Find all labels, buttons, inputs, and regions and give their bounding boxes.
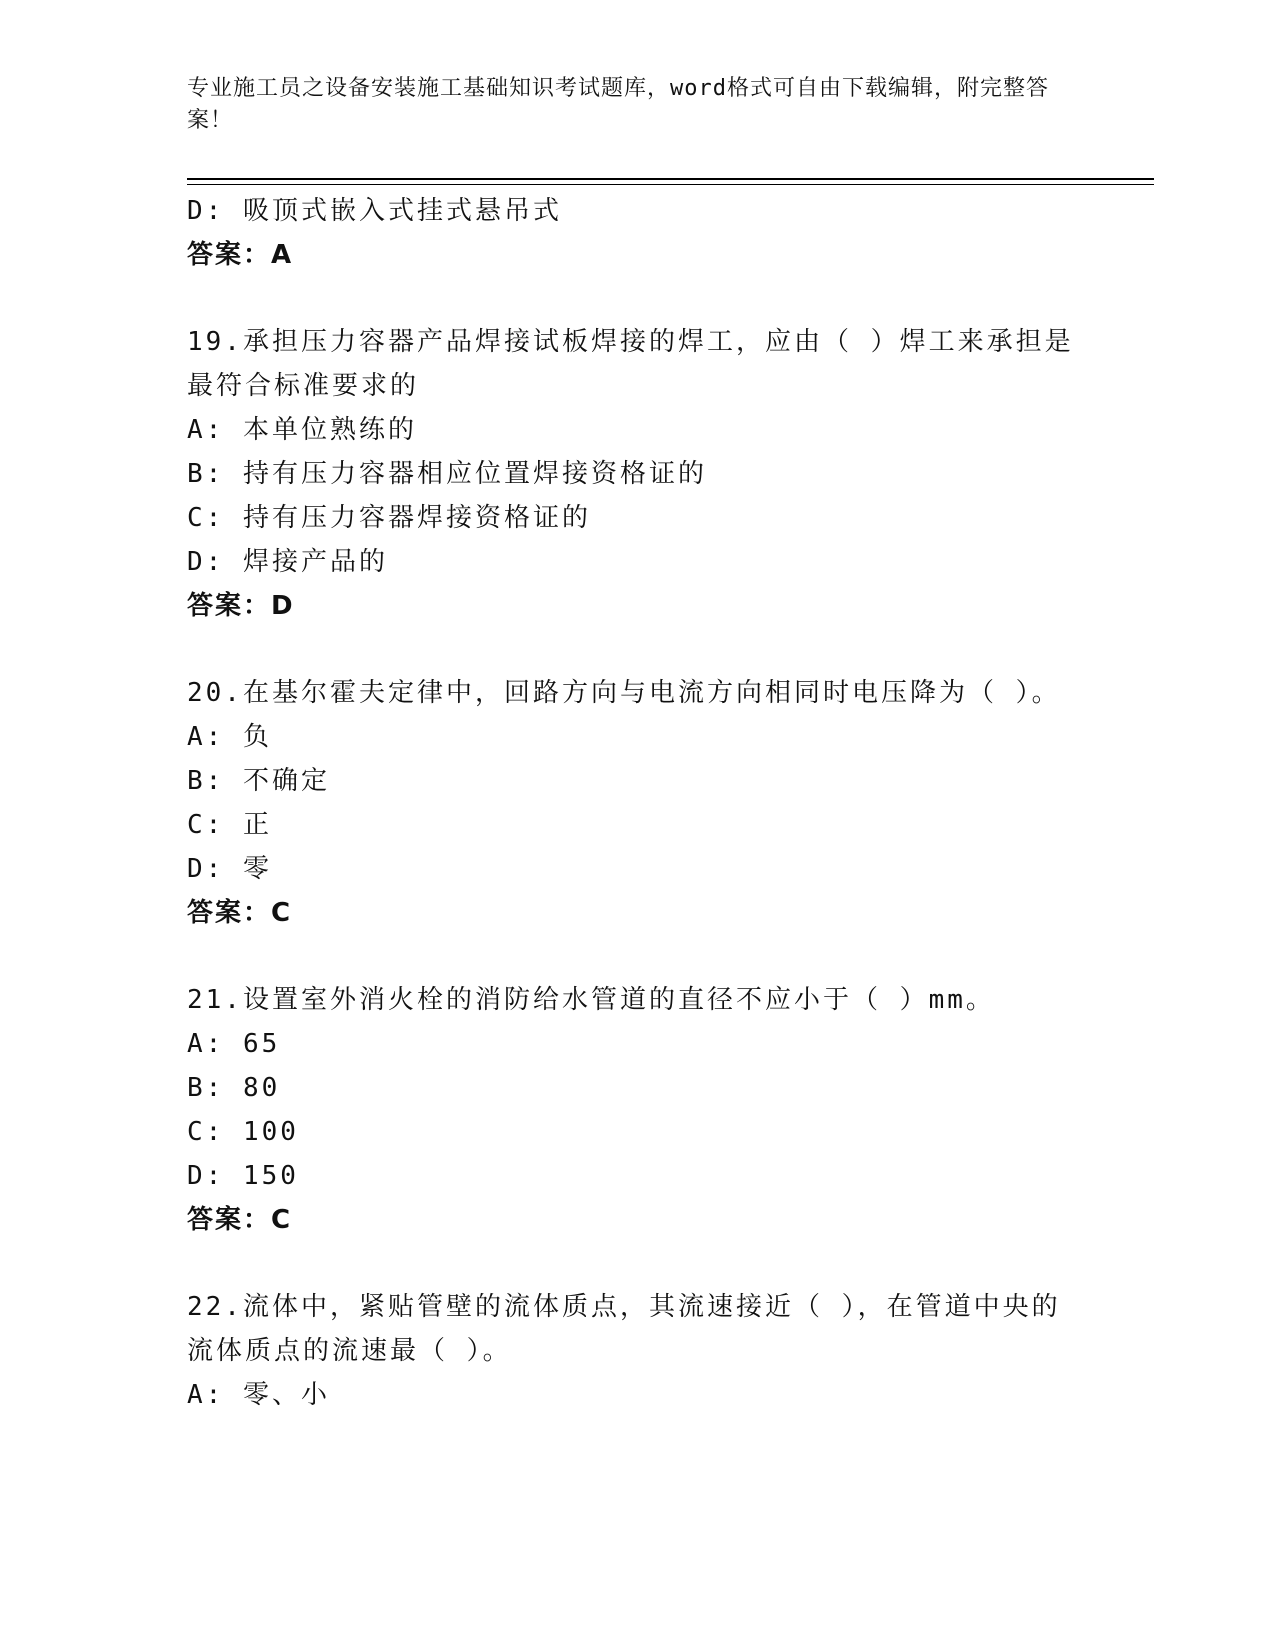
header-divider-thin — [187, 184, 1154, 185]
option-line: D: 焊接产品的 — [187, 547, 388, 577]
question-line: 22.流体中，紧贴管壁的流体质点，其流速接近（ ），在管道中央的 — [187, 1292, 1061, 1322]
answer-line: 答案：A — [187, 240, 294, 270]
option-line: A: 负 — [187, 722, 272, 752]
option-line: B: 持有压力容器相应位置焊接资格证的 — [187, 459, 707, 489]
question-line: 最符合标准要求的 — [187, 371, 420, 401]
option-line: C: 正 — [187, 810, 272, 840]
answer-line: 答案：C — [187, 1205, 293, 1235]
option-line: A: 65 — [187, 1029, 281, 1059]
question-line: 19.承担压力容器产品焊接试板焊接的焊工，应由（ ）焊工来承担是 — [187, 327, 1074, 357]
header-divider-thick — [187, 178, 1154, 180]
option-line: D: 吸顶式嵌入式挂式悬吊式 — [187, 196, 562, 226]
option-line: D: 零 — [187, 854, 272, 884]
question-line: 20.在基尔霍夫定律中，回路方向与电流方向相同时电压降为（ ）。 — [187, 678, 1061, 708]
option-line: C: 持有压力容器焊接资格证的 — [187, 503, 591, 533]
option-line: C: 100 — [187, 1117, 299, 1147]
document-header: 专业施工员之设备安装施工基础知识考试题库，word格式可自由下载编辑，附完整答案！ — [187, 76, 1049, 133]
option-line: B: 80 — [187, 1073, 281, 1103]
option-line: D: 150 — [187, 1161, 299, 1191]
answer-line: 答案：D — [187, 591, 295, 621]
question-line: 流体质点的流速最（ ）。 — [187, 1336, 512, 1366]
question-line: 21.设置室外消火栓的消防给水管道的直径不应小于（ ）mm。 — [187, 985, 995, 1015]
option-line: A: 零、小 — [187, 1380, 330, 1410]
option-line: A: 本单位熟练的 — [187, 415, 417, 445]
option-line: B: 不确定 — [187, 766, 330, 796]
answer-line: 答案：C — [187, 898, 293, 928]
